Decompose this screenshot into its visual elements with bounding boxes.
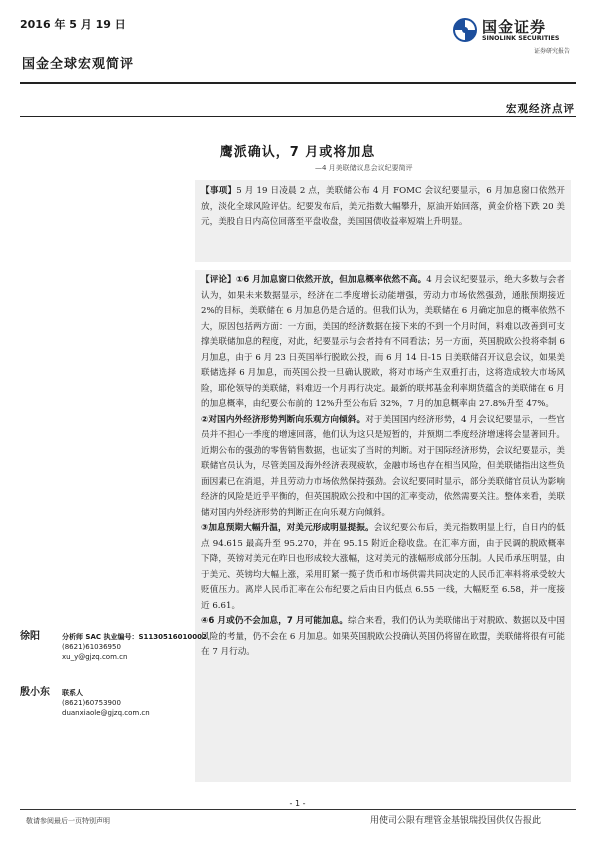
analyst-phone: (8621)61036950 xyxy=(62,643,121,651)
category-divider xyxy=(20,116,576,117)
usage-note: 用使司公限有理管金基银瑞投国供仅告报此 xyxy=(370,816,542,826)
point-heading: 对国内外经济形势判断向乐观方向倾斜。 xyxy=(208,414,366,425)
point-number: ② xyxy=(201,414,209,425)
logo-name-cn: 国金证券 xyxy=(482,18,547,36)
analyst-email[interactable]: xu_y@gjzq.com.cn xyxy=(62,653,128,661)
event-tag: 【事项】 xyxy=(201,186,237,196)
point-text: 4 月会议纪要显示，绝大多数与会者认为，如果未来数据显示，经济在二季度增长动能增强，劳动力市场依然强劲，通胀预期接近 2%的目标，美联储在 6 月加息仍是合适的。但我们认为，美联储在 6 月确定加息的概率依然不大，原因包括两方面：一方面，美国的经济数据在接下来的不到一个月时间，料难以改善到可支撑美联储加息的程度，对此，纪要显示与会者持有不同看法；另一方面，英国脱欧公投将牵制 6 月加息，由于 6 月 23 日英国举行脱欧公投，而 6 月 14 日-15 日美联储召开议息会议，如果美联储选择 6 月加息，而英国公投一旦确认脱欧，将对市场产生双重打击，这将造成较大市场风险，耶伦领导的美联储，料难迈一个月再行决定。最新的联邦基金利率期货蕴含的美联储在 6 月的加息概率，由纪要公布前的 12%升至公布后 32%，7 月的加息概率由 27.8%升至 47%。 xyxy=(201,275,565,409)
disclaimer-note: 敬请参阅最后一页特别声明 xyxy=(26,817,110,825)
event-paragraph xyxy=(201,184,565,231)
comment-point-2 xyxy=(201,413,565,522)
comment-tag: 【评论】 xyxy=(201,275,236,285)
point-text: 综合来看，我们仍认为美联储出于对脱欧、数据以及中国风险的考量，仍不会在 6 月加息。如果英国脱欧公投确认英国仍将留在欧盟，美联储将很有可能在 7 月行动。 xyxy=(201,616,565,657)
analyst-card xyxy=(20,686,190,726)
comment-section xyxy=(195,270,571,782)
point-text: 会议纪要公布后，美元指数明显上行，自日内的低点 94.615 最高升至 95.270，并在 95.15 附近企稳收盘。在汇率方面，由于民调的脱欧概率下降，英镑对美元在昨日也形成较大涨幅，这对美元的涨幅形成部分压制。人民币承压明显，由于美元、英镑均大幅上涨，采用盯紧一揽子货币和市场供需共同决定的人民币汇率料将承受较大贬值压力。离岸人民币汇率在公布纪要之后由日内低点 6.55 一线，大幅贬至 6.58，并一度接近 6.61。 xyxy=(201,523,565,611)
comment-point-4 xyxy=(201,614,565,661)
report-date: 2016 年 5 月 19 日 xyxy=(20,18,126,31)
analyst-email[interactable]: duanxiaole@gjzq.com.cn xyxy=(62,709,150,717)
page-number: - 1 - xyxy=(289,799,306,808)
analyst-info xyxy=(62,632,207,662)
logo-name-en: SINOLINK SECURITIES xyxy=(482,35,560,42)
event-section xyxy=(195,180,571,262)
point-heading: 加息预期大幅升温，对美元形成明显提振。 xyxy=(208,523,374,533)
point-heading: 6 月加息窗口依然开放，但加息概率依然不高。 xyxy=(243,275,427,285)
point-heading: 6 月或仍不会加息，7 月可能加息。 xyxy=(208,616,349,626)
header-divider xyxy=(20,82,576,84)
analyst-role: 联系人 xyxy=(62,689,83,697)
comment-point-1 xyxy=(201,273,565,413)
report-title: 鹰派确认，7 月或将加息 xyxy=(219,145,376,160)
analyst-phone: (8621)60753900 xyxy=(62,699,121,707)
document-type: 国金全球宏观简评 xyxy=(22,57,135,72)
report-category: 宏观经济点评 xyxy=(506,103,575,115)
report-subtitle: —4 月美联储议息会议纪要简评 xyxy=(315,164,413,172)
analyst-info xyxy=(62,688,150,718)
point-number: ④ xyxy=(201,616,209,626)
footer-divider xyxy=(20,809,576,810)
logo-subtitle: 证券研究报告 xyxy=(534,48,571,55)
sinolink-logo-icon xyxy=(452,17,478,43)
point-text: 对于美国国内经济形势，4 月会议纪要显示，一些官员并不担心一季度的增速回落，他们认为这只是短暂的，并预期二季度经济增速将会显著回升。近期公布的强劲的零售销售数据，也证实了当时的判断。对于国际经济形势，会议纪要显示，美联储官员认为，尽管美国及海外经济表现疲软，金融市场也存在相当风险，但美联储指出这些负面因素已在消退，并且劳动力市场依然保持强劲。会议纪要同时显示，部分美联储官员认为影响经济的风险是近乎平衡的，但英国脱欧公投和中国的汇率变动，依然需要关注。整体来看，美联储对国内外经济形势的判断正在向乐观方向倾斜。 xyxy=(201,414,565,518)
point-number: ① xyxy=(235,275,244,285)
analyst-name: 徐阳 xyxy=(20,631,40,642)
analyst-card xyxy=(20,630,207,670)
comment-point-3 xyxy=(201,521,565,614)
analyst-name: 殷小东 xyxy=(20,687,50,698)
event-text: 5 月 19 日凌晨 2 点，美联储公布 4 月 FOMC 会议纪要显示，6 月加息窗口依然开放，淡化全球风险评估。纪要发布后，美元指数大幅攀升，原油开始回落，黄金价格下跌 20 美元，美股自日内高位回落至平盘收盘，美国国债收益率短端上升明显。 xyxy=(201,186,565,227)
point-number: ③ xyxy=(201,523,209,533)
analyst-role: 分析师 SAC 执业编号：S1130516010002 xyxy=(62,633,207,641)
